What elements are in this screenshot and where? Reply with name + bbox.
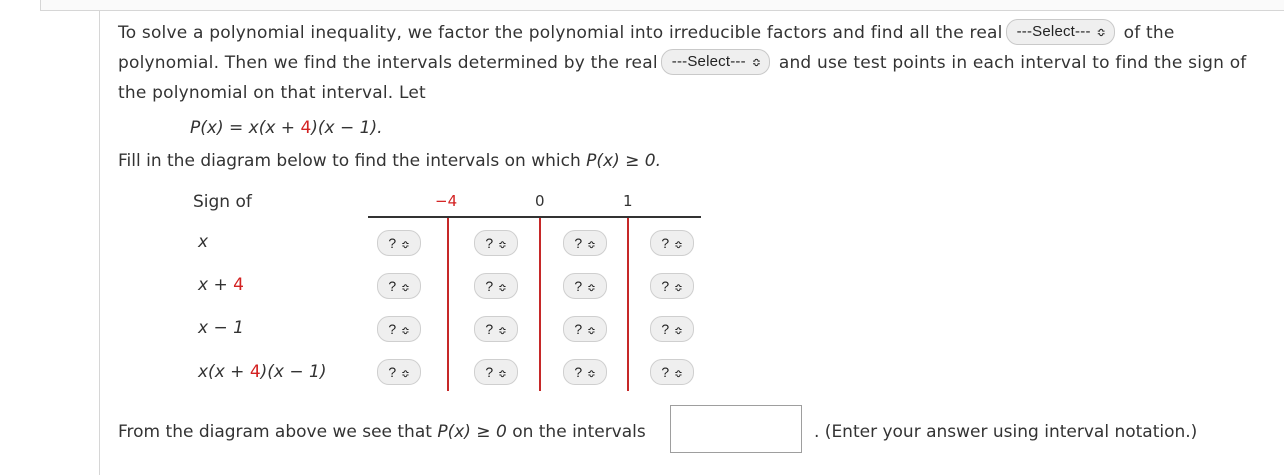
up-down-chevron-icon: ≎ [674,238,683,252]
select-dropdown-2[interactable]: ---Select--- ≎ [661,49,770,75]
sign-select[interactable]: ? ≎ [474,359,518,385]
tick-label-neg4: −4 [435,192,458,210]
sign-select[interactable]: ? ≎ [563,273,607,299]
up-down-chevron-icon: ≎ [587,367,596,381]
sign-select[interactable]: ? ≎ [563,359,607,385]
sign-select[interactable]: ? ≎ [474,230,518,256]
up-down-chevron-icon: ≎ [587,238,596,252]
up-down-chevron-icon: ≎ [674,281,683,295]
up-down-chevron-icon: ≎ [674,324,683,338]
up-down-chevron-icon: ≎ [587,281,596,295]
sign-select[interactable]: ? ≎ [377,230,421,256]
conclusion-text: From the diagram above we see that P(x) ≥ 0 on the intervals [118,422,646,442]
divider-line [447,218,449,391]
up-down-chevron-icon: ≎ [498,281,507,295]
sign-select[interactable]: ? ≎ [650,316,694,342]
sign-select[interactable]: ? ≎ [563,316,607,342]
intro-paragraph: To solve a polynomial inequality, we factor the polynomial into irreducible factors and find all the real ---Select--- ≎ of the polynomial. Then we find the intervals determined by the real ---Select--- ≎ and use test points in each interval to find the sign of the polynomial on that interval. Let [118,18,1268,108]
sign-header: Sign of [193,192,252,212]
up-down-chevron-icon: ≎ [498,367,507,381]
tick-label-1: 1 [623,192,633,210]
up-down-chevron-icon: ≎ [401,238,410,252]
equation: P(x) = x(x + 4)(x − 1). [190,118,383,138]
up-down-chevron-icon: ≎ [498,324,507,338]
row-label: x [198,232,209,252]
interval-answer-input[interactable] [670,405,802,453]
select-dropdown-1[interactable]: ---Select--- ≎ [1006,19,1115,45]
up-down-chevron-icon: ≎ [674,367,683,381]
up-down-chevron-icon: ≎ [401,367,410,381]
row-label: x + 4 [198,275,244,295]
sign-select[interactable]: ? ≎ [650,273,694,299]
sign-select[interactable]: ? ≎ [377,273,421,299]
sign-select[interactable]: ? ≎ [563,230,607,256]
sign-select[interactable]: ? ≎ [474,316,518,342]
divider-line [627,218,629,391]
left-border [99,11,100,475]
sign-select[interactable]: ? ≎ [377,359,421,385]
row-label: x(x + 4)(x − 1) [198,362,327,382]
up-down-chevron-icon: ≎ [751,55,762,71]
up-down-chevron-icon: ≎ [498,238,507,252]
number-line [368,216,701,218]
up-down-chevron-icon: ≎ [401,281,410,295]
sign-select[interactable]: ? ≎ [474,273,518,299]
conclusion-hint: . (Enter your answer using interval notation.) [814,422,1198,442]
tick-label-0: 0 [535,192,545,210]
divider-line [539,218,541,391]
sign-select[interactable]: ? ≎ [650,359,694,385]
row-label: x − 1 [198,318,244,338]
up-down-chevron-icon: ≎ [587,324,596,338]
instruction: Fill in the diagram below to find the intervals on which P(x) ≥ 0. [118,151,661,171]
up-down-chevron-icon: ≎ [401,324,410,338]
up-down-chevron-icon: ≎ [1096,25,1107,41]
sign-select[interactable]: ? ≎ [377,316,421,342]
sign-select[interactable]: ? ≎ [650,230,694,256]
top-panel-edge [40,0,1284,11]
